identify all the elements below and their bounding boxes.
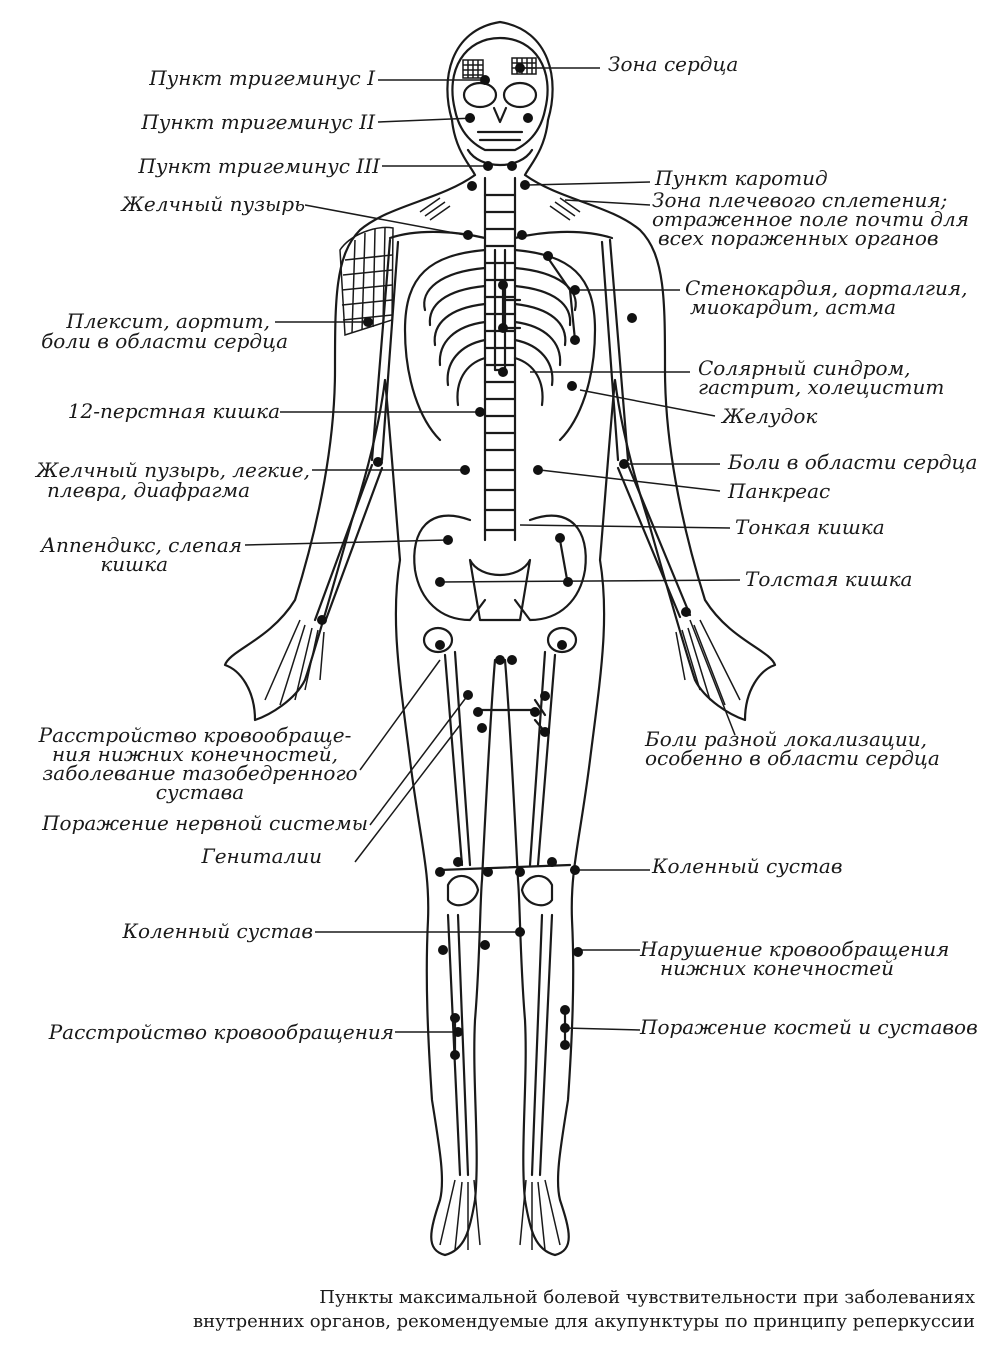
label-heart-pain: Боли в области сердца (728, 450, 978, 474)
label-circulation-disorder: Расстройство кровообращения (48, 1020, 394, 1044)
label-circulation-hip-line: заболевание тазобедренного (42, 761, 358, 785)
label-trigeminus-3: Пункт тригеминус III (138, 154, 380, 178)
label-brachial-plexus-line: Зона плечевого сплетения; (652, 188, 948, 212)
label-duodenum: 12-перстная кишка (67, 399, 280, 423)
label-colon: Толстая кишка (745, 567, 913, 591)
label-circulation-hip-line: Расстройство кровообраще- (38, 723, 352, 747)
label-nervous-system: Поражение нервной системы (42, 811, 368, 835)
label-brachial-plexus-line: отраженное поле почти для (652, 207, 969, 231)
label-stenocardia-line: миокардит, астма (690, 295, 897, 319)
label-circulation-legs-line: нижних конечностей (660, 956, 895, 980)
label-gallbladder: Желчный пузырь (121, 192, 305, 216)
label-bones-joints: Поражение костей и суставов (640, 1015, 978, 1039)
label-various-pain-line: Боли разной локализации, (645, 727, 927, 751)
clavicles (390, 232, 612, 238)
label-gallbladder-lungs-line: плевра, диафрагма (46, 478, 250, 502)
label-circulation-hip-line: ния нижних конечностей, (51, 742, 339, 766)
spine (485, 178, 515, 540)
label-appendix-line: Аппендикс, слепая (40, 533, 242, 557)
label-plexitis-line: боли в области сердца (41, 329, 288, 353)
label-zone-heart: Зона сердца (608, 52, 739, 76)
label-knee-left: Коленный сустав (122, 919, 313, 943)
label-trigeminus-1: Пункт тригеминус I (149, 66, 375, 90)
label-carotid: Пункт каротид (655, 166, 828, 190)
label-various-pain-line: особенно в области сердца (645, 746, 940, 770)
label-solar-line: гастрит, холецистит (698, 375, 945, 399)
label-brachial-plexus-line: всех пораженных органов (658, 226, 939, 250)
leg-bones (445, 652, 555, 1175)
figure-caption (60, 1286, 975, 1334)
caption-line: Пункты максимальной болевой чувствительности при заболеваниях (319, 1287, 975, 1308)
feet (440, 1180, 560, 1250)
label-solar-line: Солярный синдром, (698, 356, 911, 380)
label-trigeminus-2: Пункт тригеминус II (141, 110, 375, 134)
label-genitals: Гениталии (201, 844, 322, 868)
caption-line: внутренних органов, рекомендуемые для акупунктуры по принципу реперкуссии (192, 1311, 975, 1332)
label-plexitis-line: Плексит, аортит, (66, 309, 270, 333)
label-small-intestine: Тонкая кишка (735, 515, 885, 539)
skull (452, 38, 547, 165)
label-stenocardia-line: Стенокардия, аорталгия, (685, 276, 968, 300)
label-appendix-line: кишка (100, 552, 168, 576)
label-pancreas: Панкреас (728, 479, 831, 503)
label-circulation-hip-line: сустава (155, 780, 245, 804)
label-circulation-legs-line: Нарушение кровообращения (640, 937, 950, 961)
label-gallbladder-lungs-line: Желчный пузырь, легкие, (36, 458, 310, 482)
label-knee-right: Коленный сустав (652, 854, 843, 878)
label-stomach: Желудок (722, 404, 818, 428)
